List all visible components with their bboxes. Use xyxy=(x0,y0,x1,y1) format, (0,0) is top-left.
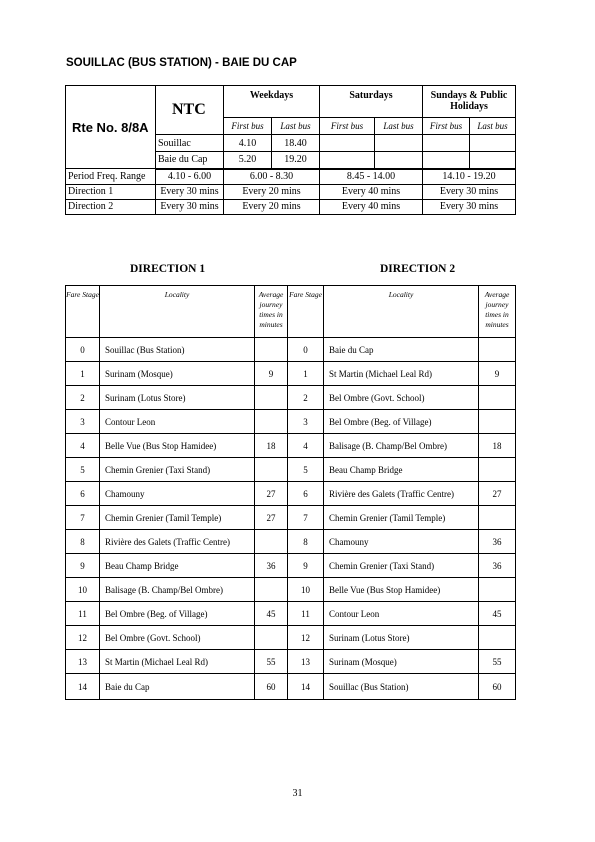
avg-time-cell xyxy=(255,338,288,362)
fare-stage-cell: 13 xyxy=(288,650,324,674)
locality-cell: Baie du Cap xyxy=(100,674,255,700)
freq-cell: 6.00 - 8.30 xyxy=(224,169,320,185)
fare-stage-cell: 4 xyxy=(66,434,100,458)
freq-cell: Every 30 mins xyxy=(423,184,516,199)
locality-cell: Chemin Grenier (Taxi Stand) xyxy=(324,554,479,578)
fare-stage-cell: 11 xyxy=(66,602,100,626)
fare-stage-header: Fare Stage xyxy=(66,286,100,338)
locality-cell: Beau Champ Bridge xyxy=(100,554,255,578)
avg-time-cell: 9 xyxy=(479,362,516,386)
route-number: Rte No. 8/8A xyxy=(66,86,156,169)
table-row xyxy=(66,626,516,650)
avg-time-cell xyxy=(479,578,516,602)
locality-cell: Souillac (Bus Station) xyxy=(100,338,255,362)
row-label: Direction 2 xyxy=(66,199,156,214)
locality-cell: Surinam (Mosque) xyxy=(100,362,255,386)
locality-cell: Rivière des Galets (Traffic Centre) xyxy=(100,530,255,554)
avg-time-cell: 36 xyxy=(479,554,516,578)
freq-cell: 8.45 - 14.00 xyxy=(320,169,423,185)
avg-time-cell xyxy=(479,410,516,434)
table-row xyxy=(66,602,516,626)
avg-time-cell xyxy=(479,458,516,482)
avg-time-cell xyxy=(255,410,288,434)
fare-stage-cell: 12 xyxy=(288,626,324,650)
locality-cell: Bel Ombre (Govt. School) xyxy=(100,626,255,650)
direction-1-heading: DIRECTION 1 xyxy=(130,263,206,275)
table-row xyxy=(66,650,516,674)
freq-cell: Every 40 mins xyxy=(320,184,423,199)
last-bus-header: Last bus xyxy=(470,118,516,135)
locality-cell: Balisage (B. Champ/Bel Ombre) xyxy=(100,578,255,602)
fare-stage-cell: 6 xyxy=(66,482,100,506)
avg-time-cell xyxy=(479,626,516,650)
avg-time-cell xyxy=(255,578,288,602)
table-row xyxy=(66,530,516,554)
row-label: Direction 1 xyxy=(66,184,156,199)
locality-cell: Contour Leon xyxy=(100,410,255,434)
first-bus-header: First bus xyxy=(423,118,470,135)
avg-time-cell: 55 xyxy=(479,650,516,674)
freq-cell: Every 30 mins xyxy=(423,199,516,214)
freq-cell: 14.10 - 19.20 xyxy=(423,169,516,185)
fare-stage-table xyxy=(65,285,516,700)
last-bus-header: Last bus xyxy=(375,118,423,135)
first-bus-header: First bus xyxy=(224,118,272,135)
timetable xyxy=(65,85,516,215)
locality-cell: Chamouny xyxy=(100,482,255,506)
fare-stage-cell: 0 xyxy=(66,338,100,362)
avg-time-cell xyxy=(255,458,288,482)
fare-stage-header: Fare Stage xyxy=(288,286,324,338)
avg-time-cell: 36 xyxy=(479,530,516,554)
fare-stage-cell: 0 xyxy=(288,338,324,362)
table-row xyxy=(66,338,516,362)
avg-time-cell: 27 xyxy=(255,482,288,506)
first-bus-header: First bus xyxy=(320,118,375,135)
locality-cell: Chamouny xyxy=(324,530,479,554)
avg-time-cell: 9 xyxy=(255,362,288,386)
fare-stage-cell: 12 xyxy=(66,626,100,650)
locality-cell: Souillac (Bus Station) xyxy=(324,674,479,700)
fare-stage-cell: 14 xyxy=(288,674,324,700)
departure-last: 18.40 xyxy=(272,135,320,152)
avg-time-header: Average journey times in minutes xyxy=(479,286,516,338)
avg-time-cell: 45 xyxy=(255,602,288,626)
table-row xyxy=(66,482,516,506)
group-saturdays: Saturdays xyxy=(320,86,423,118)
table-row xyxy=(66,506,516,530)
avg-time-cell: 27 xyxy=(479,482,516,506)
avg-time-cell: 18 xyxy=(255,434,288,458)
avg-time-cell xyxy=(479,386,516,410)
avg-time-cell xyxy=(255,530,288,554)
locality-cell: Bel Ombre (Govt. School) xyxy=(324,386,479,410)
locality-cell: Surinam (Lotus Store) xyxy=(324,626,479,650)
fare-stage-cell: 1 xyxy=(66,362,100,386)
departure-stop: Baie du Cap xyxy=(156,152,224,169)
locality-cell: St Martin (Michael Leal Rd) xyxy=(100,650,255,674)
locality-cell: Surinam (Mosque) xyxy=(324,650,479,674)
locality-cell: Contour Leon xyxy=(324,602,479,626)
direction-2-heading: DIRECTION 2 xyxy=(380,263,456,275)
avg-time-cell: 45 xyxy=(479,602,516,626)
departure-first: 5.20 xyxy=(224,152,272,169)
avg-time-header: Average journey times in minutes xyxy=(255,286,288,338)
avg-time-cell xyxy=(255,386,288,410)
fare-stage-cell: 7 xyxy=(66,506,100,530)
freq-cell: 4.10 - 6.00 xyxy=(156,169,224,185)
operator-name: NTC xyxy=(156,86,224,135)
table-row xyxy=(66,362,516,386)
fare-stage-cell: 1 xyxy=(288,362,324,386)
freq-cell: Every 40 mins xyxy=(320,199,423,214)
locality-cell: Bel Ombre (Beg. of Village) xyxy=(324,410,479,434)
fare-stage-cell: 4 xyxy=(288,434,324,458)
locality-header: Locality xyxy=(100,286,255,338)
table-row xyxy=(66,434,516,458)
page-number: 31 xyxy=(292,788,303,799)
fare-stage-cell: 2 xyxy=(66,386,100,410)
fare-stage-cell: 10 xyxy=(288,578,324,602)
avg-time-cell: 55 xyxy=(255,650,288,674)
row-label: Period Freq. Range xyxy=(66,169,156,185)
table-row xyxy=(66,578,516,602)
group-weekdays: Weekdays xyxy=(224,86,320,118)
fare-stage-cell: 7 xyxy=(288,506,324,530)
avg-time-cell xyxy=(255,626,288,650)
departure-stop: Souillac xyxy=(156,135,224,152)
locality-cell: Beau Champ Bridge xyxy=(324,458,479,482)
fare-stage-cell: 3 xyxy=(66,410,100,434)
freq-cell: Every 20 mins xyxy=(224,184,320,199)
locality-cell: Chemin Grenier (Taxi Stand) xyxy=(100,458,255,482)
freq-cell: Every 20 mins xyxy=(224,199,320,214)
fare-stage-cell: 14 xyxy=(66,674,100,700)
fare-stage-cell: 9 xyxy=(288,554,324,578)
fare-stage-cell: 5 xyxy=(288,458,324,482)
fare-stage-cell: 8 xyxy=(288,530,324,554)
departure-first: 4.10 xyxy=(224,135,272,152)
locality-cell: Chemin Grenier (Tamil Temple) xyxy=(100,506,255,530)
table-row xyxy=(66,674,516,700)
fare-stage-cell: 8 xyxy=(66,530,100,554)
avg-time-cell: 18 xyxy=(479,434,516,458)
avg-time-cell: 60 xyxy=(255,674,288,700)
avg-time-cell xyxy=(479,506,516,530)
group-sundays: Sundays & Public Holidays xyxy=(423,86,516,118)
fare-stage-cell: 2 xyxy=(288,386,324,410)
fare-stage-cell: 6 xyxy=(288,482,324,506)
locality-cell: Belle Vue (Bus Stop Hamidee) xyxy=(100,434,255,458)
locality-cell: Chemin Grenier (Tamil Temple) xyxy=(324,506,479,530)
table-row xyxy=(66,410,516,434)
locality-cell: St Martin (Michael Leal Rd) xyxy=(324,362,479,386)
fare-stage-cell: 9 xyxy=(66,554,100,578)
fare-header-row xyxy=(66,286,516,338)
fare-stage-cell: 3 xyxy=(288,410,324,434)
locality-cell: Surinam (Lotus Store) xyxy=(100,386,255,410)
avg-time-cell: 60 xyxy=(479,674,516,700)
table-row xyxy=(66,458,516,482)
departure-last: 19.20 xyxy=(272,152,320,169)
locality-cell: Rivière des Galets (Traffic Centre) xyxy=(324,482,479,506)
avg-time-cell xyxy=(479,338,516,362)
freq-cell: Every 30 mins xyxy=(156,184,224,199)
fare-stage-cell: 10 xyxy=(66,578,100,602)
locality-cell: Balisage (B. Champ/Bel Ombre) xyxy=(324,434,479,458)
fare-stage-cell: 13 xyxy=(66,650,100,674)
locality-cell: Baie du Cap xyxy=(324,338,479,362)
avg-time-cell: 27 xyxy=(255,506,288,530)
page-title: SOUILLAC (BUS STATION) - BAIE DU CAP xyxy=(66,57,297,69)
locality-cell: Belle Vue (Bus Stop Hamidee) xyxy=(324,578,479,602)
table-row xyxy=(66,386,516,410)
fare-stage-cell: 11 xyxy=(288,602,324,626)
locality-cell: Bel Ombre (Beg. of Village) xyxy=(100,602,255,626)
last-bus-header: Last bus xyxy=(272,118,320,135)
freq-cell: Every 30 mins xyxy=(156,199,224,214)
locality-header: Locality xyxy=(324,286,479,338)
table-row xyxy=(66,554,516,578)
fare-stage-cell: 5 xyxy=(66,458,100,482)
avg-time-cell: 36 xyxy=(255,554,288,578)
